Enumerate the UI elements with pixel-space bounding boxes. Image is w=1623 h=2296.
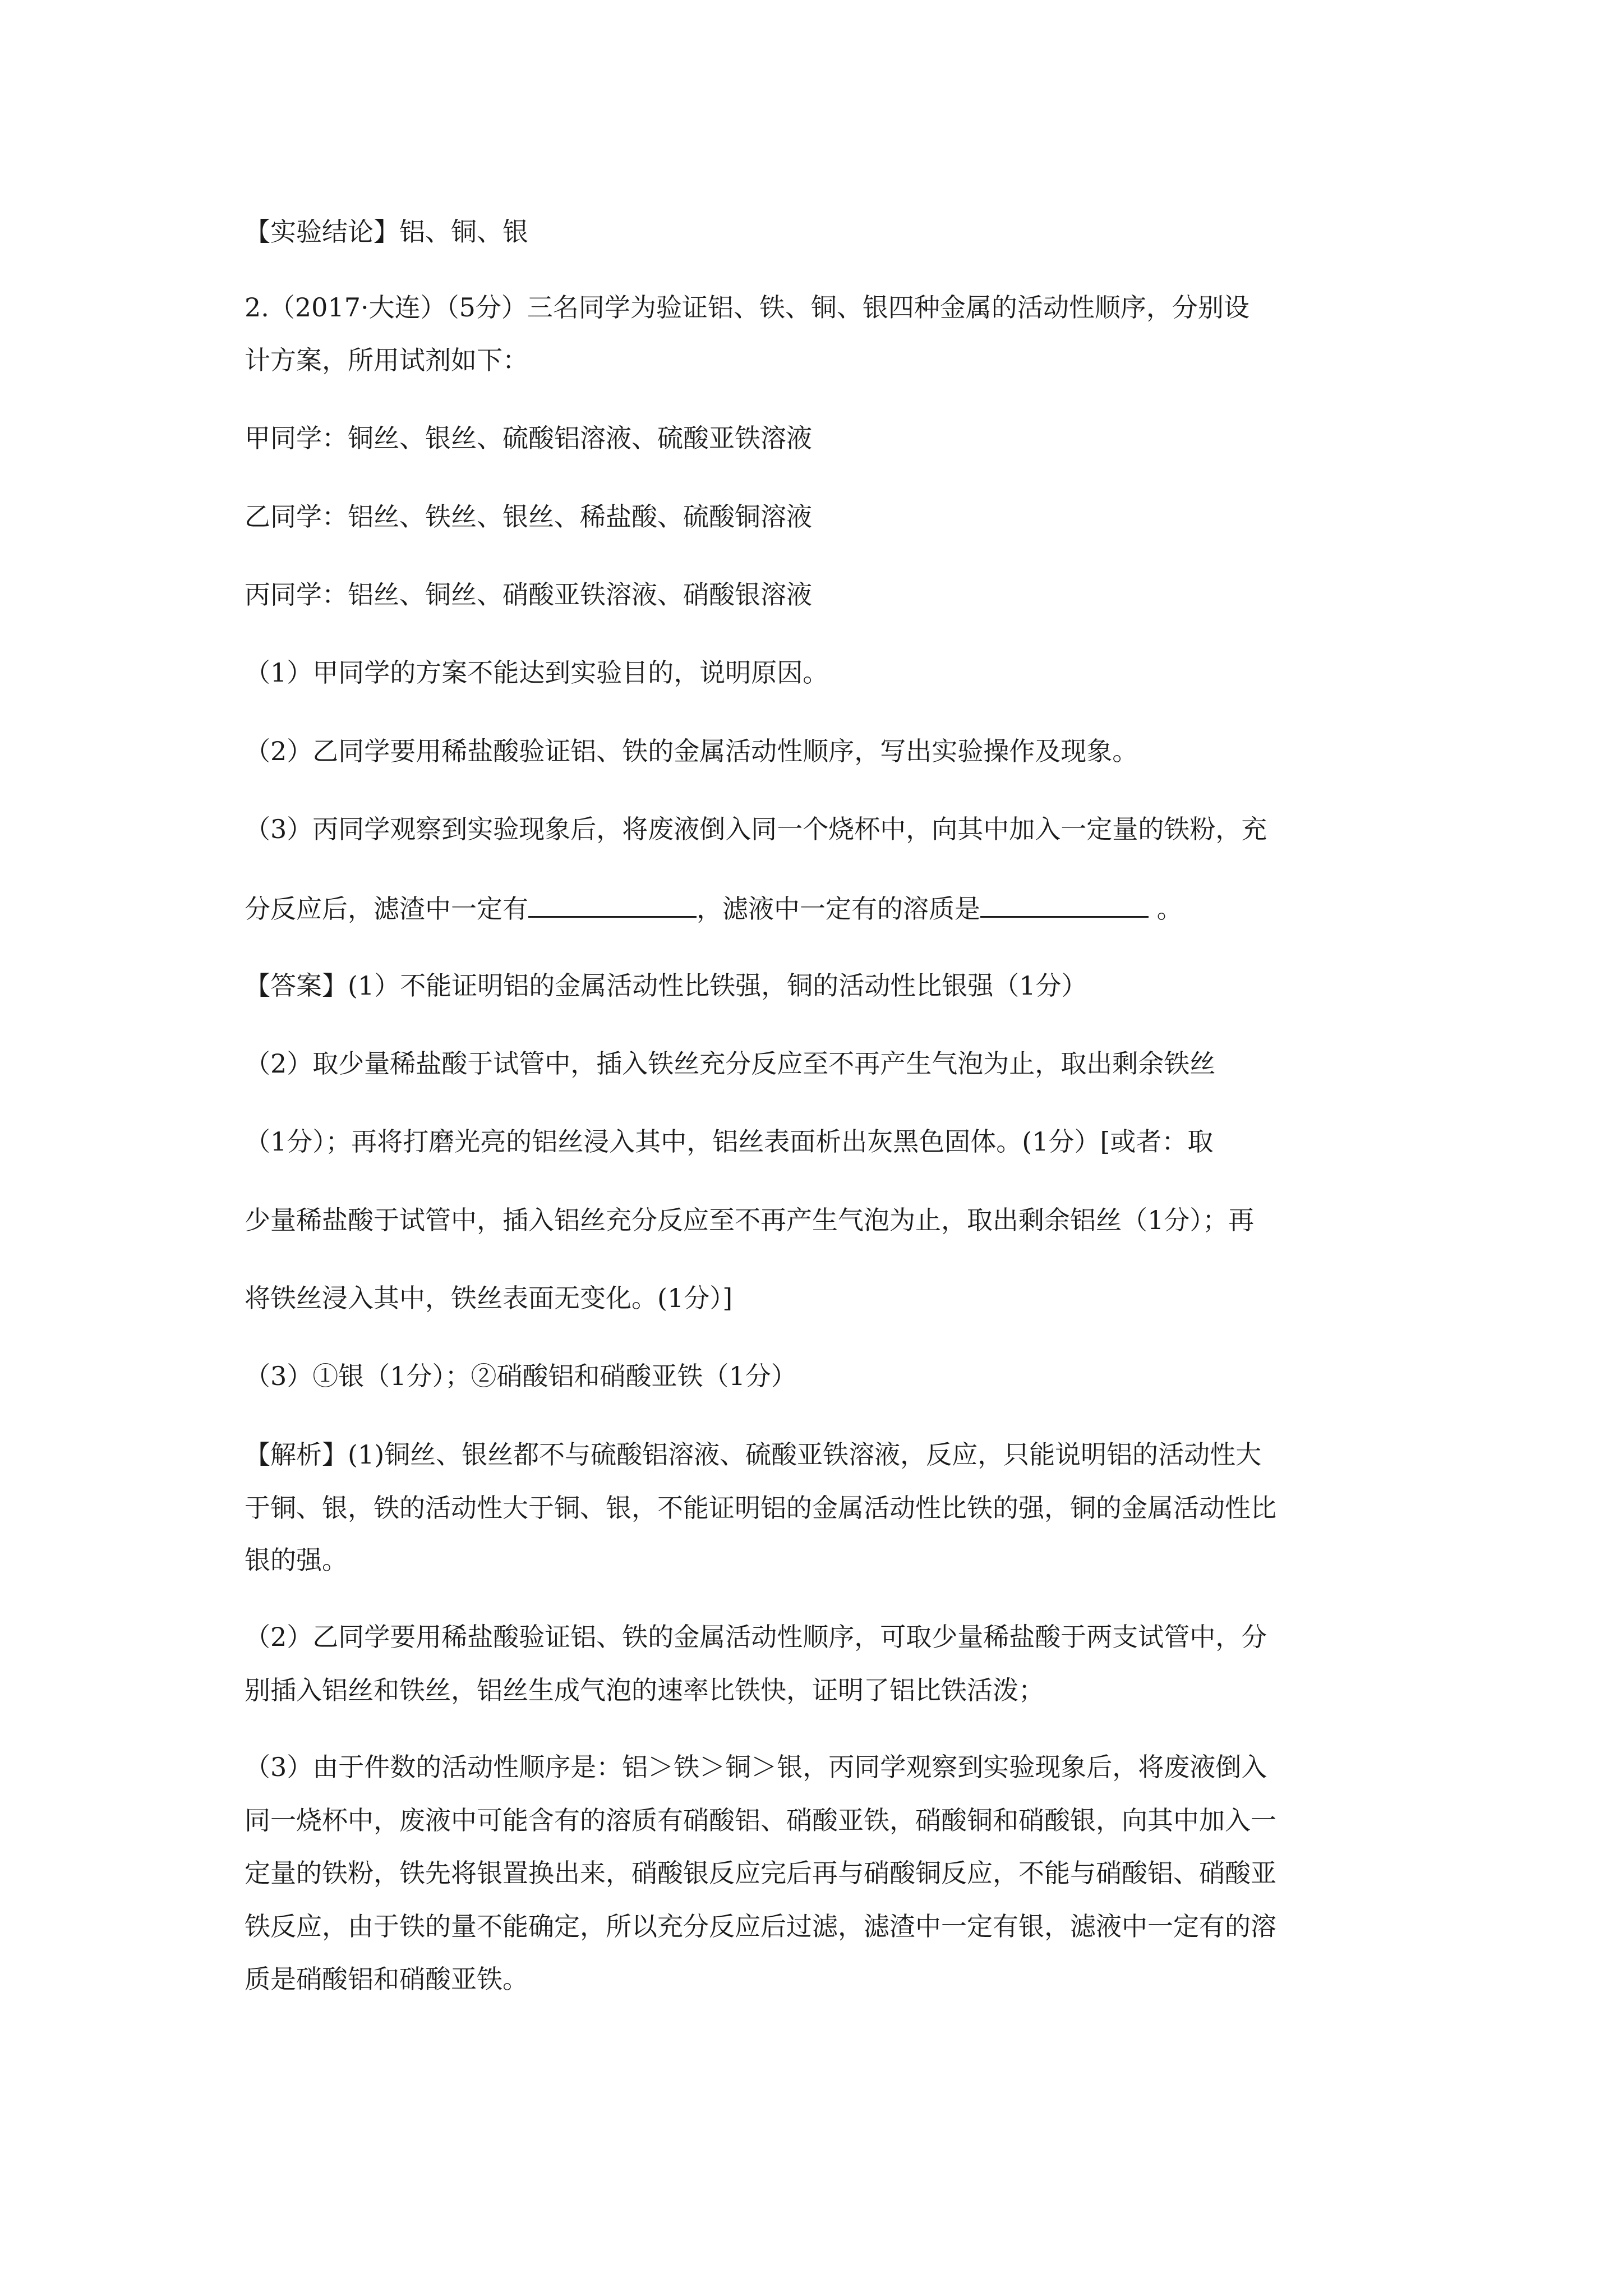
answer-part-2-line-4: 将铁丝浸入其中，铁丝表面无变化。(1分）] [245,1283,733,1313]
student-a-reagents: 甲同学：铜丝、银丝、硫酸铝溶液、硫酸亚铁溶液 [245,423,812,453]
answer-part-2-line-3: 少量稀盐酸于试管中，插入铝丝充分反应至不再产生气泡为止，取出剩余铝丝（1分）；再 [245,1205,1255,1235]
answer-part-3: （3）①银（1分）；②硝酸铝和硝酸亚铁（1分） [245,1361,797,1391]
sub-question-3-line-1: （3）丙同学观察到实验现象后，将废液倒入同一个烧杯中，向其中加入一定量的铁粉，充 [245,814,1267,844]
analysis-part-3-line-5: 质是硝酸铝和硝酸亚铁。 [245,1964,528,1994]
answer-blank-solute[interactable] [980,890,1149,918]
sub-question-3-part-a: 分反应后，滤渣中一定有 [245,894,528,924]
analysis-part-3-line-3: 定量的铁粉，铁先将银置换出来，硝酸银反应完后再与硝酸铜反应，不能与硝酸铝、硝酸亚 [245,1858,1276,1888]
question-2-stem-line-1: 2.（2017·大连）（5分）三名同学为验证铝、铁、铜、银四种金属的活动性顺序，分别设 [245,292,1249,323]
answer-part-2-line-1: （2）取少量稀盐酸于试管中，插入铁丝充分反应至不再产生气泡为止，取出剩余铁丝 [245,1048,1216,1079]
analysis-part-1-line-2: 于铜、银，铁的活动性大于铜、银，不能证明铝的金属活动性比铁的强，铜的金属活动性比 [245,1493,1276,1523]
answer-part-2-line-2: （1分）；再将打磨光亮的铝丝浸入其中，铝丝表面析出灰黑色固体。(1分）[或者：取 [245,1126,1214,1157]
sub-question-2: （2）乙同学要用稀盐酸验证铝、铁的金属活动性顺序，写出实验操作及现象。 [245,736,1138,766]
analysis-part-1-line-1: 【解析】(1)铜丝、银丝都不与硫酸铝溶液、硫酸亚铁溶液，反应，只能说明铝的活动性大 [245,1439,1262,1470]
answer-blank-residue[interactable] [528,890,697,918]
analysis-part-3-line-2: 同一烧杯中，废液中可能含有的溶质有硝酸铝、硝酸亚铁，硝酸铜和硝酸银，向其中加入一 [245,1805,1276,1835]
analysis-part-1-line-3: 银的强。 [245,1545,348,1575]
analysis-part-2-line-1: （2）乙同学要用稀盐酸验证铝、铁的金属活动性顺序，可取少量稀盐酸于两支试管中，分 [245,1622,1267,1652]
analysis-part-3-line-4: 铁反应，由于铁的量不能确定，所以充分反应后过滤，滤渣中一定有银，滤液中一定有的溶 [245,1911,1276,1941]
answer-part-1: 【答案】(1）不能证明铝的金属活动性比铁强，铜的活动性比银强（1分） [245,970,1087,1001]
sub-question-3-line-2 [245,890,1183,926]
sub-question-1: （1）甲同学的方案不能达到实验目的，说明原因。 [245,657,829,688]
sub-question-3-end: 。 [1149,894,1183,924]
experiment-conclusion: 【实验结论】铝、铜、银 [245,217,528,247]
student-b-reagents: 乙同学：铝丝、铁丝、银丝、稀盐酸、硫酸铜溶液 [245,501,812,532]
analysis-part-3-line-1: （3）由于件数的活动性顺序是：铝＞铁＞铜＞银，丙同学观察到实验现象后，将废液倒入 [245,1752,1267,1782]
analysis-part-2-line-2: 别插入铝丝和铁丝，铝丝生成气泡的速率比铁快，证明了铝比铁活泼； [245,1675,1044,1705]
sub-question-3-part-b: ，滤液中一定有的溶质是 [697,894,980,924]
student-c-reagents: 丙同学：铝丝、铜丝、硝酸亚铁溶液、硝酸银溶液 [245,579,812,610]
question-2-stem-line-2: 计方案，所用试剂如下： [245,345,528,375]
